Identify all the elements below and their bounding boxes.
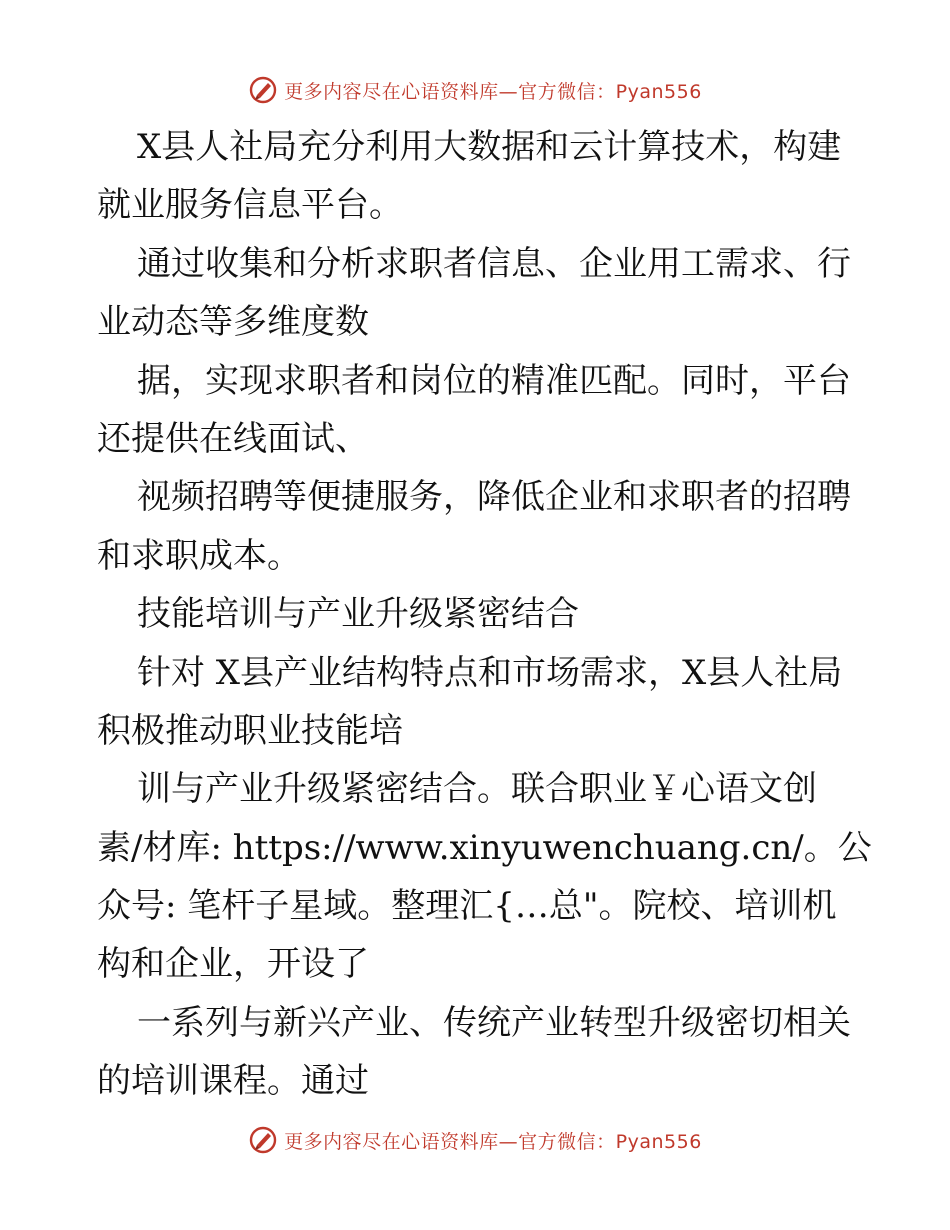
paragraph-line: 就业服务信息平台。 [97,185,403,226]
section-heading: 技能培训与产业升级紧密结合 [137,594,579,635]
paragraph-line: X县人社局充分利用大数据和云计算技术，构建 [137,127,842,167]
paragraph-line: 据，实现求职者和岗位的精准匹配。同时，平台 [137,360,851,401]
paragraph-line: 积极推动职业技能培 [97,710,403,751]
brush-logo-icon [248,1125,278,1155]
paragraph-line: 众号: 笔杆子星域。整理汇{…总"。院校、培训机 [97,886,837,927]
footer-watermark-banner [0,1122,950,1158]
paragraph-line: 视频招聘等便捷服务，降低企业和求职者的招聘 [137,477,851,518]
paragraph-line: 通过收集和分析求职者信息、企业用工需求、行 [137,243,851,284]
brush-logo-icon [248,75,278,105]
paragraph-line: 一系列与新兴产业、传统产业转型升级密切相关 [137,1002,851,1043]
header-watermark-banner [0,72,950,108]
document-body [97,118,872,1111]
header-banner-text: 更多内容尽在心语资料库—官方微信：Pyan556 [284,80,702,103]
paragraph-line: 业动态等多维度数 [97,302,369,343]
footer-banner-text: 更多内容尽在心语资料库—官方微信：Pyan556 [284,1130,702,1153]
paragraph-line: 训与产业升级紧密结合。联合职业￥心语文创 [137,769,817,810]
paragraph-line: 素/材库: https://www.xinyuwenchuang.cn/。公 [97,827,872,868]
paragraph-line: 的培训课程。通过 [97,1061,369,1102]
paragraph-line: 构和企业，开设了 [97,944,369,985]
paragraph-line: 针对 X县产业结构特点和市场需求，X县人社局 [137,652,843,693]
paragraph-line: 还提供在线面试、 [97,418,369,459]
paragraph-line: 和求职成本。 [97,535,301,576]
